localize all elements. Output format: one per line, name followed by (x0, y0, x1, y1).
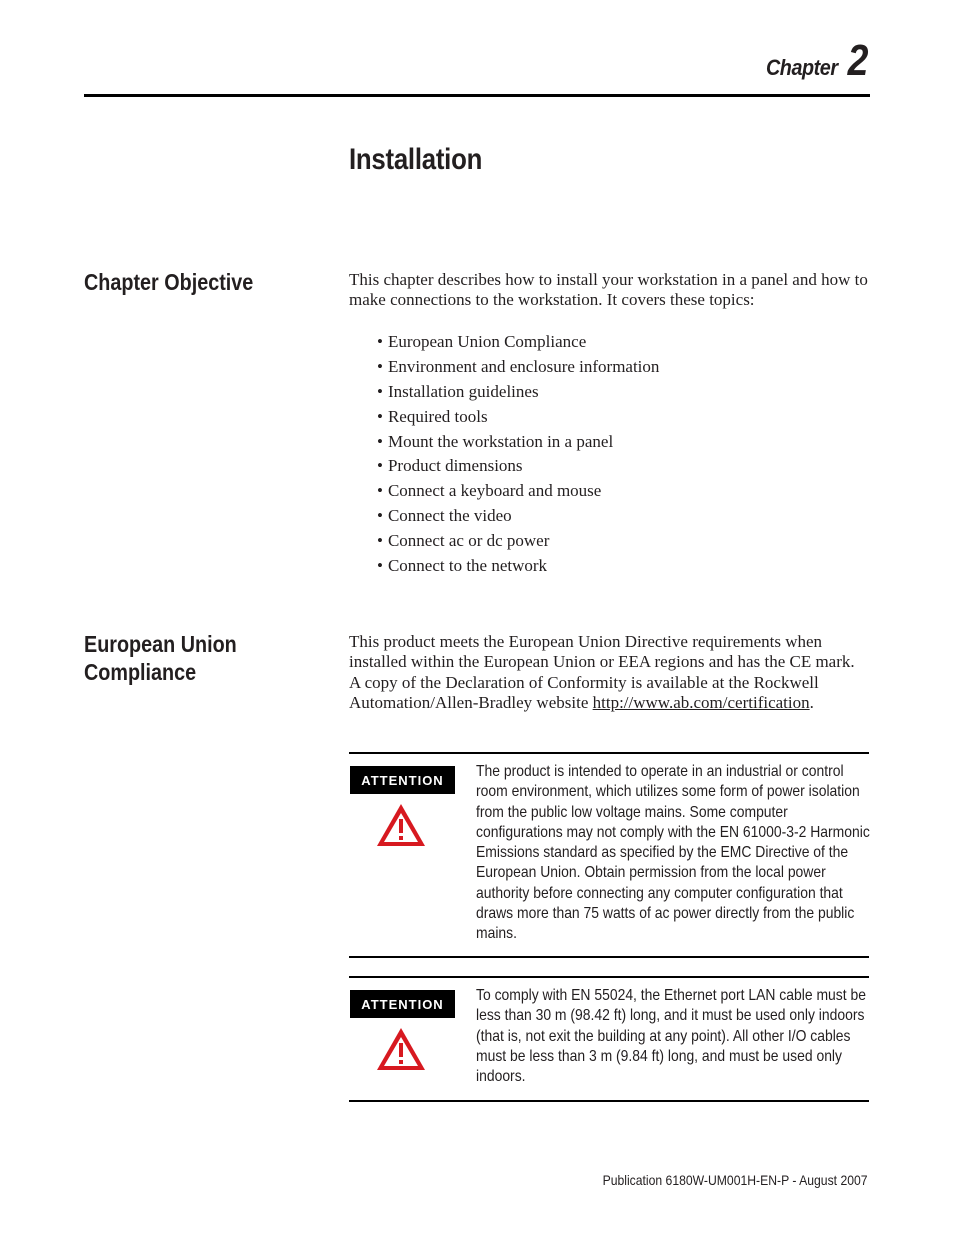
header-rule (84, 94, 870, 97)
warning-triangle-icon (374, 801, 428, 849)
bullet: • (377, 556, 383, 576)
attention-text: To comply with EN 55024, the Ethernet port LAN cable must be less than 30 m (98.42 ft) long, and it must be used only indoors (that is, not exit the building at any point). All other I/O cables must be less than 3 m (9.84 ft) long, and must be used only indoors. (476, 987, 866, 1086)
attention-bottom-rule (349, 956, 869, 958)
topic-text: Installation guidelines (387, 381, 539, 401)
list-item (377, 479, 659, 504)
list-item (377, 405, 659, 430)
topic-text: Connect to the network (387, 556, 548, 576)
topic-text: Connect ac or dc power (387, 531, 550, 551)
topic-text: Mount the workstation in a panel (387, 431, 614, 451)
warning-triangle-icon (374, 1025, 428, 1073)
bullet: • (377, 506, 383, 526)
list-item (377, 529, 659, 554)
list-item (377, 380, 659, 405)
publication-footer: Publication 6180W-UM001H-EN-P - August 2007 (603, 1172, 868, 1188)
bullet: • (377, 332, 383, 351)
chapter-objective-intro: This chapter describes how to install your workstation in a panel and how to make connections to the workstation. It covers these topics: (349, 270, 868, 310)
list-item (377, 504, 659, 529)
bullet: • (377, 531, 383, 551)
attention-badge: ATTENTION (350, 990, 455, 1018)
chapter-number: 2 (847, 36, 868, 85)
bullet: • (377, 456, 383, 476)
topic-text: Environment and enclosure information (387, 356, 660, 376)
topic-text: Product dimensions (387, 456, 523, 476)
bullet: • (377, 356, 383, 376)
chapter-objective-heading: Chapter Objective (84, 269, 254, 295)
attention-text: The product is intended to operate in an industrial or control room environment, which utilizes some form of power isolation from the public low voltage mains. Some computer configurations may not comply with the EN 61000-3-2 Harmonic Emissions standard as specified by the EMC Directive of the European Union. Obtain permission from the local power authority before connecting any computer configuration that draws more than 75 watts of ac power directly from the public mains. (476, 763, 870, 943)
chapter-label (758, 36, 868, 86)
bullet: • (377, 406, 383, 426)
bullet: • (377, 481, 383, 501)
topic-list (377, 330, 659, 579)
attention-badge: ATTENTION (350, 766, 455, 794)
page-title: Installation (349, 143, 483, 176)
topic-text: European Union Compliance (387, 332, 587, 351)
list-item (377, 554, 659, 579)
topic-text: Required tools (387, 406, 488, 426)
attention-bottom-rule (349, 1100, 869, 1102)
certification-link[interactable]: http://www.ab.com/certification (592, 692, 810, 712)
link-suffix: . (809, 692, 814, 712)
bullet: • (377, 431, 383, 451)
eu-compliance-heading: European Union Compliance (84, 631, 237, 685)
list-item (377, 330, 659, 355)
list-item (377, 454, 659, 479)
bullet: • (377, 381, 383, 401)
eu-compliance-text: This product meets the European Union Directive requirements when installed within the European Union or EEA regions and has the CE mark. A copy of the Declaration of Conformity is available at the Rockwell Automation/Allen-Bradley website (349, 632, 855, 712)
topic-text: Connect the video (387, 506, 512, 526)
chapter-word: Chapter (765, 55, 838, 80)
list-item (377, 355, 659, 380)
topic-text: Connect a keyboard and mouse (387, 481, 602, 501)
attention-top-rule (349, 752, 869, 754)
eu-compliance-paragraph (349, 632, 869, 713)
list-item (377, 430, 659, 455)
attention-top-rule (349, 976, 869, 978)
